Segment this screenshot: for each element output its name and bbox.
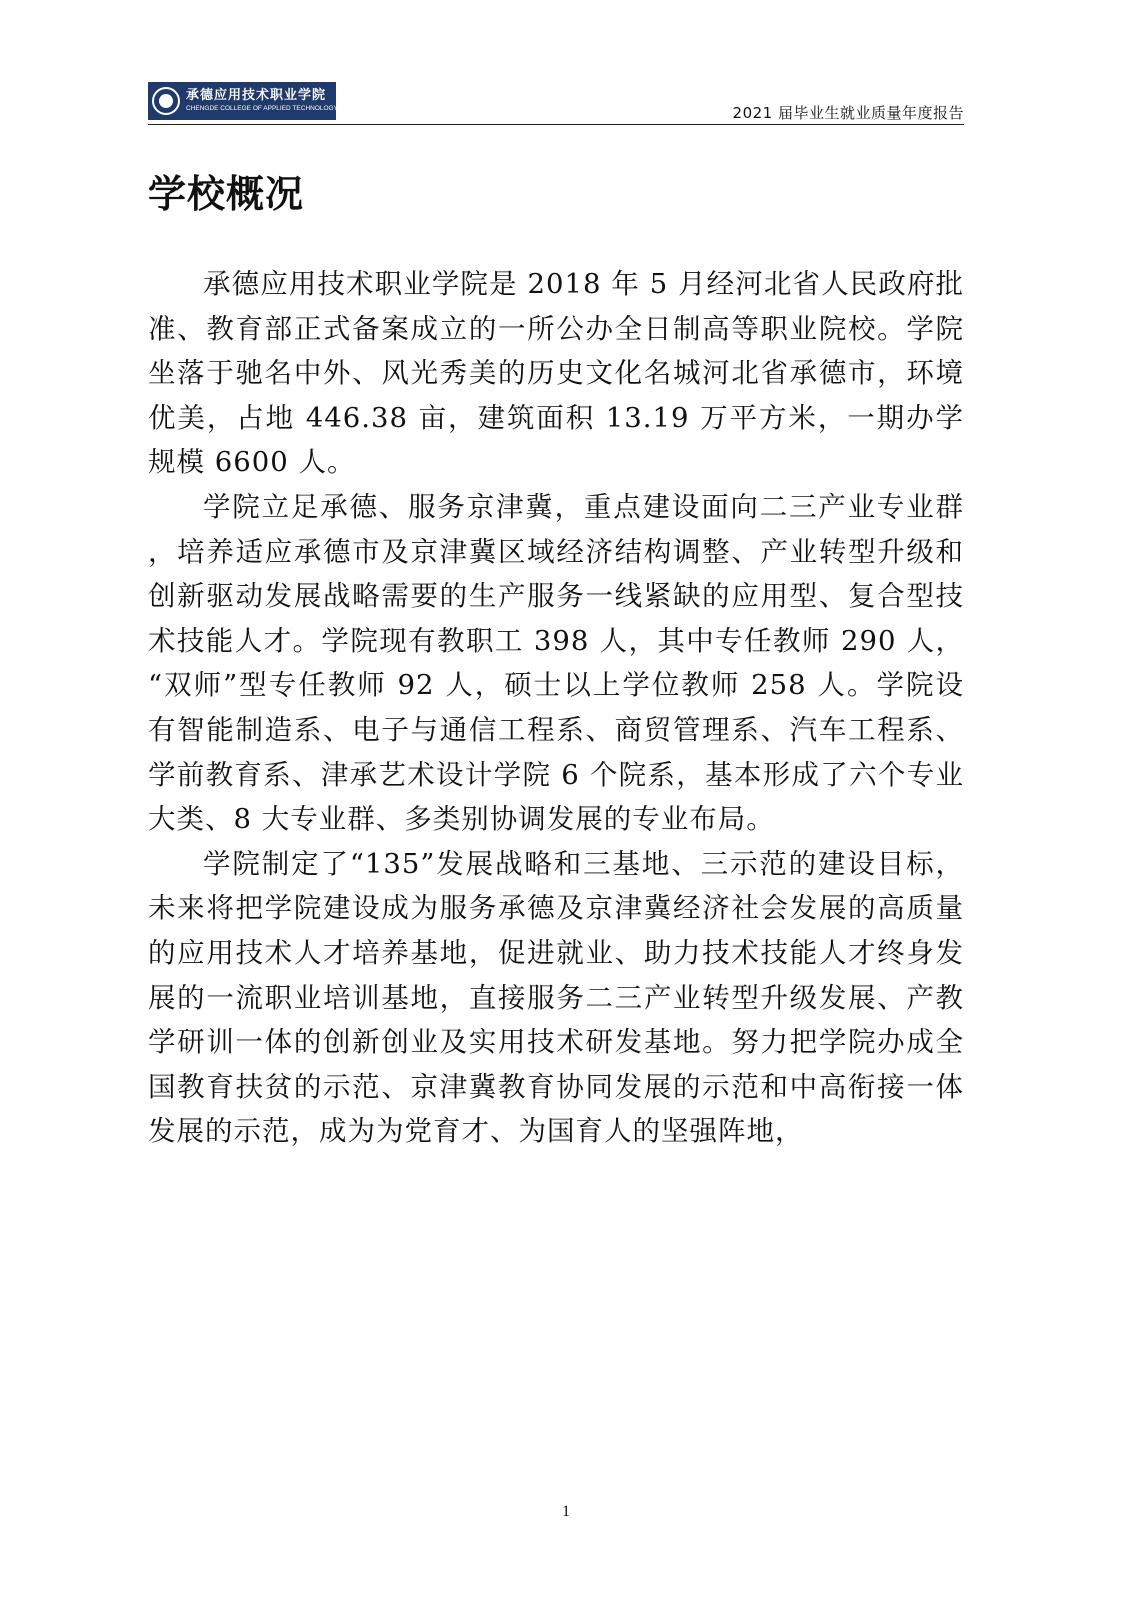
college-seal-icon <box>152 87 180 115</box>
report-title: 2021 届毕业生就业质量年度报告 <box>732 104 964 122</box>
paragraph-3: 学院制定了“135”发展战略和三基地、三示范的建设目标，未来将把学院建设成为服务承德及京津冀经济社会发展的高质量的应用技术人才培养基地，促进就业、助力技术技能人才终身发展的一流职业培训基地，直接服务二三产业转型升级发展、产教学研训一体的创新创业及实用技术研发基地。努力把学院办成全国教育扶贫的示范、京津冀教育协同发展的示范和中高衔接一体发展的示范，成为为党育才、为国育人的坚强阵地， <box>148 847 964 1148</box>
logo-name-cn: 承德应用技术职业学院 <box>186 88 327 104</box>
header-divider <box>148 124 964 125</box>
logo-name-en: CHENGDE COLLEGE OF APPLIED TECHNOLOGY <box>186 105 338 113</box>
logo-text <box>186 89 338 113</box>
page-number: 1 <box>562 1503 570 1520</box>
section-body <box>148 262 964 1154</box>
paragraph-1: 承德应用技术职业学院是 2018 年 5 月经河北省人民政府批准、教育部正式备案成立的一所公办全日制高等职业院校。学院坐落于驰名中外、风光秀美的历史文化名城河北省承德市，环境优美，占地 446.38 亩，建筑面积 13.19 万平方米，一期办学规模 6600 人。 <box>148 268 964 479</box>
page-header <box>148 82 964 126</box>
section-title: 学校概况 <box>148 172 305 216</box>
college-logo <box>148 82 336 120</box>
paragraph-2: 学院立足承德、服务京津冀，重点建设面向二三产业专业群，培养适应承德市及京津冀区域经济结构调整、产业转型升级和创新驱动发展战略需要的生产服务一线紧缺的应用型、复合型技术技能人才。学院现有教职工 398 人，其中专任教师 290 人，“双师”型专任教师 92 人，硕士以上学位教师 258 人。学院设有智能制造系、电子与通信工程系、商贸管理系、汽车工程系、学前教育系、津承艺术设计学院 6 个院系，基本形成了六个专业大类、8 大专业群、多类别协调发展的专业布局。 <box>148 490 964 836</box>
